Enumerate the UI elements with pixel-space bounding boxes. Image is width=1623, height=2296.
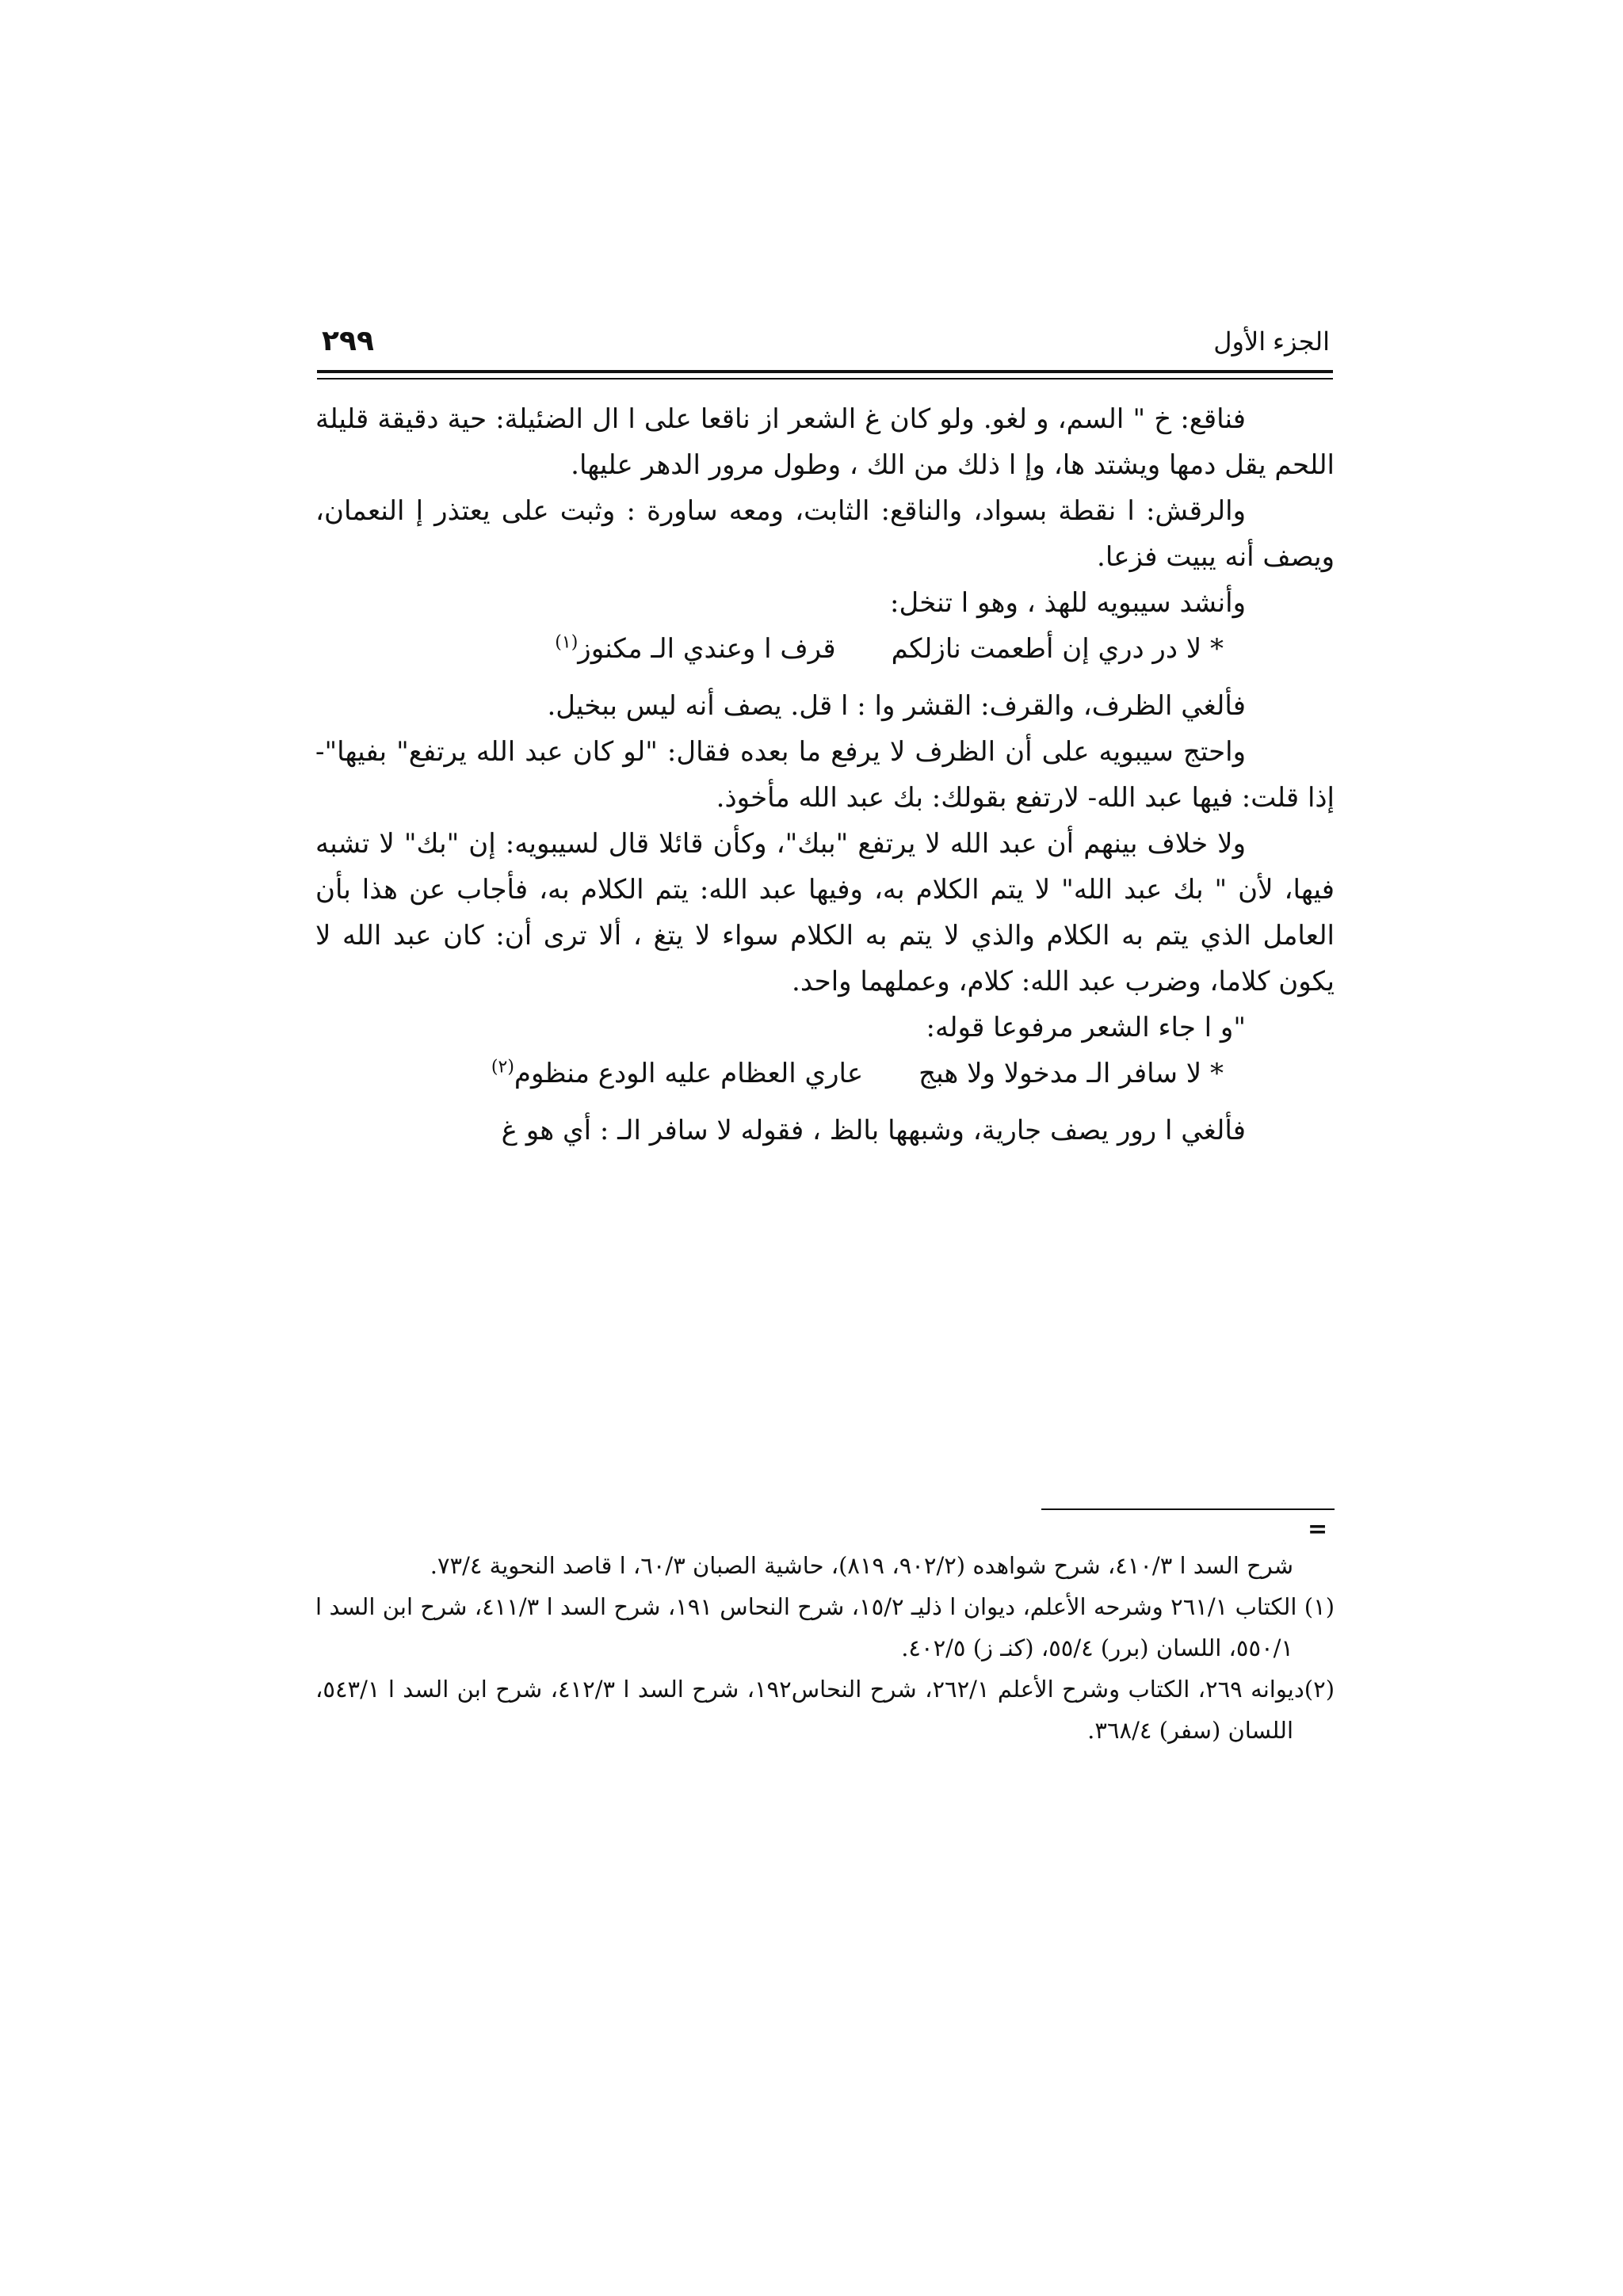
verse-hemistich: * لا سافر الـ مدخولا ولا هبج	[918, 1058, 1224, 1089]
paragraph: "و ا جاء الشعر مرفوعا قوله:	[926, 1012, 1246, 1043]
verse-line	[315, 626, 1335, 672]
paragraph: فناقع: خ " السم، و لغو. ولو كان غ الشعر از ناقعا على ا ال الضئيلة: حية دقيقة قليلة اللحم يقل دمها ويشتد ها، وإ ا ذلك من الك ، وطول مرور الدهر عليها.	[315, 403, 1335, 481]
paragraph: والرقش: ا نقطة بسواد، والناقع: الثابت، ومعه ساورة : وثبت على يعتذر إ النعمان، ويصف أنه يبيت فزعا.	[315, 495, 1335, 573]
footnote-separator	[1041, 1508, 1335, 1510]
verse-line	[315, 1051, 1335, 1097]
header-rule-thick	[317, 370, 1333, 373]
header-volume-title: الجزء الأول	[1213, 327, 1330, 356]
verse-hemistich: عاري العظام عليه الودع منظوم	[514, 1058, 864, 1089]
page-number: ٢٩٩	[322, 325, 374, 357]
verse-hemistich: قرف ا وعندي الـ مكنوز	[578, 633, 836, 665]
paragraph: واحتج سيبويه على أن الظرف لا يرفع ما بعده فقال: "لو كان عبد الله يرتفع" بفيها"- إذا قلت: فيها عبد الله- لارتفع بقولك: بك عبد الله مأخوذ.	[315, 736, 1335, 814]
paragraph: فألغي الظرف، والقرف: القشر وا : ا قل. يصف أنه ليس ببخيل.	[547, 690, 1246, 722]
header-rule-thin	[317, 378, 1333, 379]
paragraph: فألغي ا رور يصف جارية، وشبهها بالظ ، فقوله لا سافر الـ : أي هو غ	[501, 1115, 1246, 1146]
footnote-ref: (٢)	[491, 1057, 514, 1077]
verse-hemistich: * لا در دري إن أطعمت نازلكم	[891, 633, 1224, 665]
footnote-continued: شرح السد ا ٤١٠/٣، شرح شواهده (٩٠٢/٢، ٨١٩)، حاشية الصبان ٦٠/٣، ا قاصد النحوية ٧٣/٤.	[430, 1552, 1293, 1579]
paragraph: وأنشد سيبويه للهذ ، وهو ا تنخل:	[890, 587, 1246, 619]
footnote-1: (١) الكتاب ٢٦١/١ وشرحه الأعلم، ديوان ا ذليـ ١٥/٢، شرح النحاس ١٩١، شرح السد ا ٤١١/٣، شرح ابن السد ا ٥٥٠/١، اللسان (برر) ٥٥/٤، (كنـ ز) ٤٠٢/٥.	[315, 1593, 1335, 1661]
running-header	[317, 326, 1333, 374]
footnote-ref: (١)	[555, 632, 579, 653]
paragraph: ولا خلاف بينهم أن عبد الله لا يرتفع "ببك"، وكأن قائلا قال لسيبويه: إن "بك" لا تشبه فيها، لأن " بك عبد الله" لا يتم الكلام به، وفيها عبد الله: يتم الكلام به، فأجاب عن هذا بأن العامل الذي يتم به الكلام والذي لا يتم به الكلام سواء لا يتغ ، ألا ترى أن: كان عبد الله لا يكون كلاما، وضرب عبد الله: كلام، وعملهما واحد.	[315, 828, 1335, 997]
main-text	[315, 396, 1335, 1154]
footnote-continuation-marker: =	[1308, 1516, 1328, 1543]
footnotes	[315, 1545, 1335, 1751]
footnote-2: (٢)ديوانه ٢٦٩، الكتاب وشرح الأعلم ٢٦٢/١، شرح النحاس١٩٢، شرح السد ا ٤١٢/٣، شرح ابن السد ا ٥٤٣/١، اللسان (سفر) ٣٦٨/٤.	[315, 1676, 1335, 1744]
